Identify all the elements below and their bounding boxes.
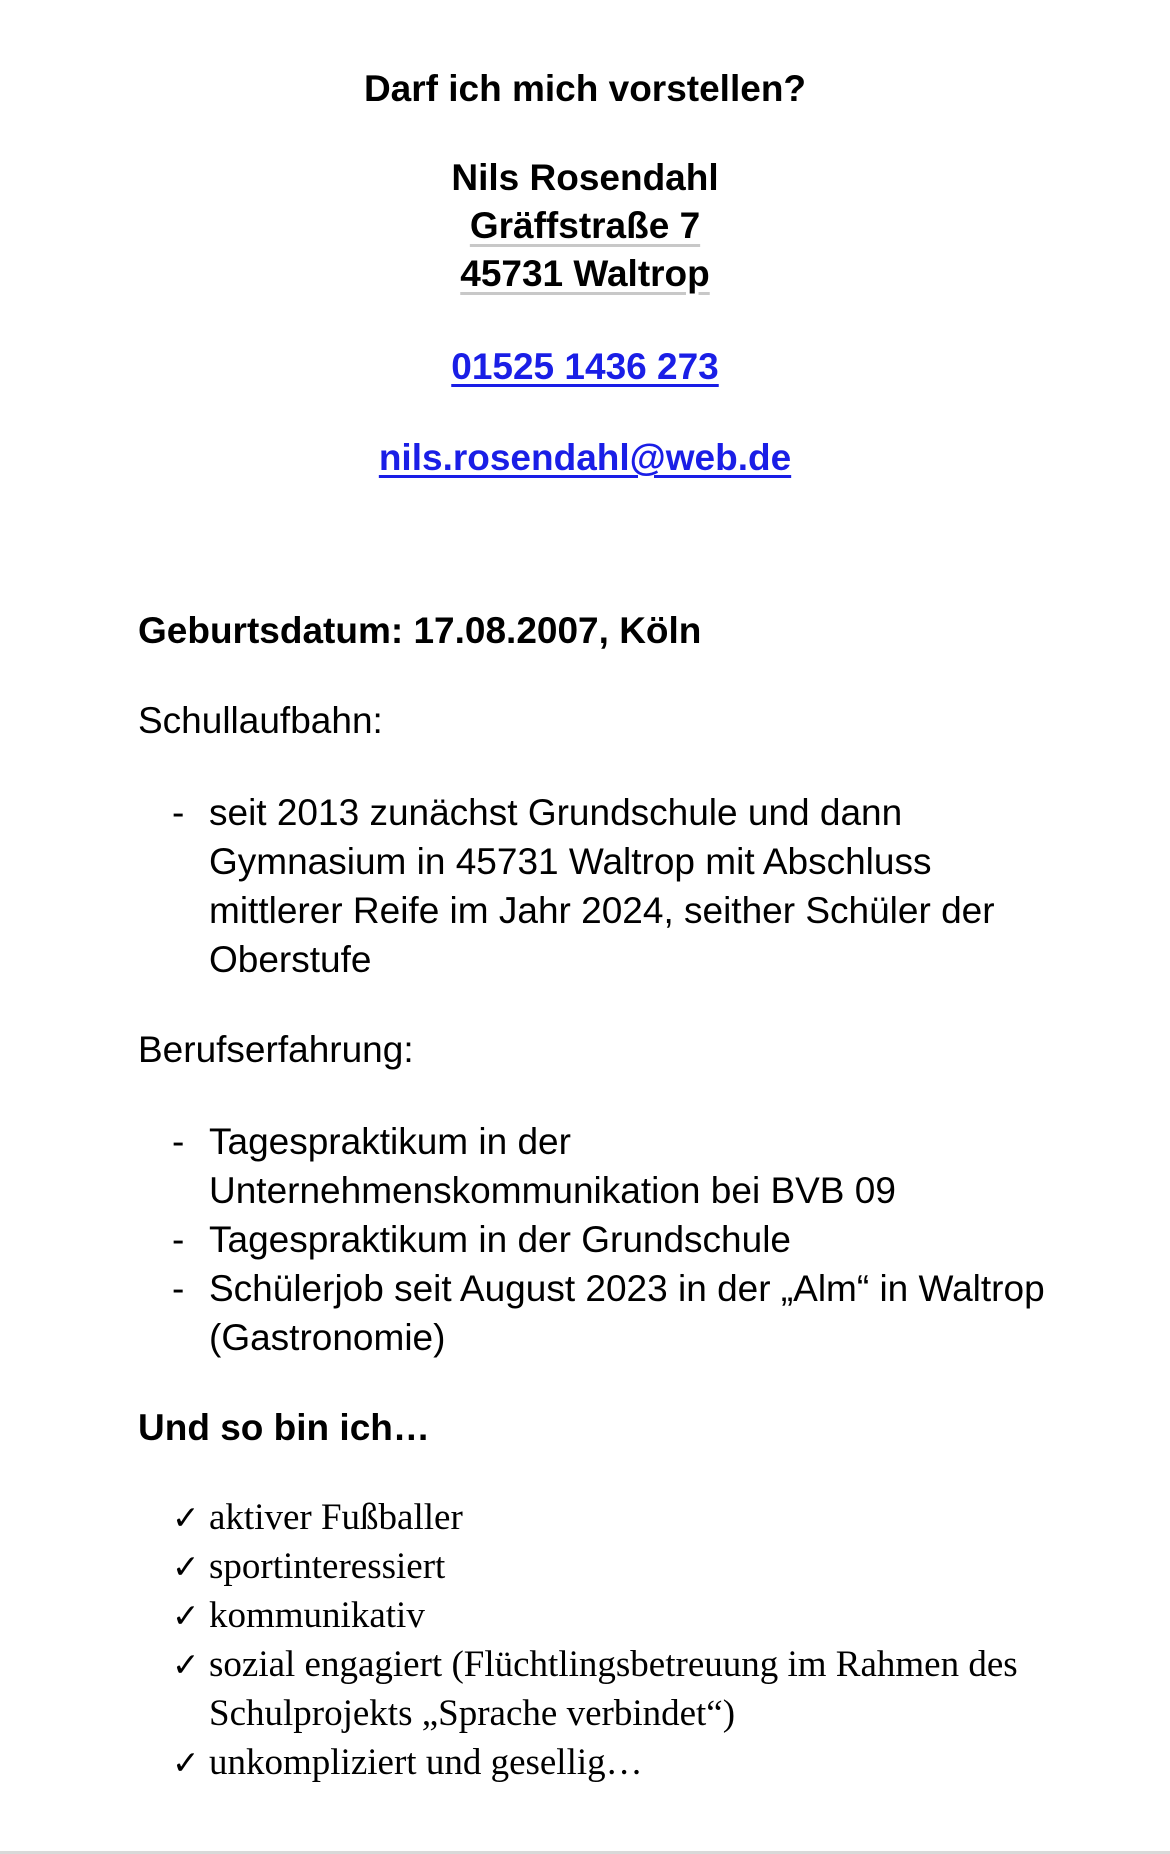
list-item-text: Schülerjob seit August 2023 in der „Alm“ in Waltrop (Gastronomie)	[209, 1268, 1045, 1358]
list-item-text: unkompliziert und gesellig…	[209, 1742, 643, 1783]
phone-link[interactable]: 01525 1436 273	[451, 346, 719, 387]
schullaufbahn-list	[172, 788, 1072, 984]
traits-list	[172, 1493, 1072, 1787]
list-item	[172, 788, 1072, 984]
list-item	[172, 1215, 1072, 1264]
list-item	[172, 1117, 1072, 1215]
checkmark-icon: ✓	[172, 1645, 200, 1684]
city-line	[0, 250, 1170, 298]
section-heading-berufserfahrung: Berufserfahrung:	[138, 1029, 414, 1070]
list-item-text: sportinteressiert	[209, 1546, 446, 1587]
list-item-text: seit 2013 zunächst Grundschule und dann Gymnasium in 45731 Waltrop mit Abschluss mittlerer Reife im Jahr 2024, seither Schüler der Oberstufe	[209, 792, 995, 980]
berufserfahrung-list	[172, 1117, 1072, 1362]
checkmark-icon: ✓	[172, 1596, 200, 1635]
list-item	[172, 1591, 1072, 1640]
list-item-text: Tagespraktikum in der Grundschule	[209, 1219, 792, 1260]
checkmark-icon: ✓	[172, 1547, 200, 1586]
page-title: Darf ich mich vorstellen?	[363, 68, 807, 109]
checkmark-icon: ✓	[172, 1498, 200, 1537]
list-item	[172, 1493, 1072, 1542]
list-item	[172, 1738, 1072, 1787]
list-item-text: aktiver Fußballer	[209, 1497, 463, 1538]
email-line	[0, 433, 1170, 483]
dash-bullet-icon: -	[172, 1268, 185, 1309]
email-link[interactable]: nils.rosendahl@web.de	[378, 437, 792, 478]
street-line	[0, 202, 1170, 250]
dash-bullet-icon: -	[172, 1121, 185, 1162]
birth-info: Geburtsdatum: 17.08.2007, Köln	[138, 610, 702, 651]
checkmark-icon: ✓	[172, 1743, 200, 1782]
list-item-text: Tagespraktikum in der Unternehmenskommunikation bei BVB 09	[209, 1121, 896, 1211]
applicant-name: Nils Rosendahl	[451, 157, 719, 198]
dash-bullet-icon: -	[172, 1219, 185, 1260]
list-item	[172, 1264, 1072, 1362]
list-item	[172, 1640, 1072, 1738]
street-text: Gräffstraße 7	[469, 205, 701, 246]
dash-bullet-icon: -	[172, 792, 185, 833]
phone-line	[0, 342, 1170, 392]
section-heading-und-so-bin-ich: Und so bin ich…	[138, 1407, 430, 1448]
list-item-text: sozial engagiert (Flüchtlingsbetreuung im Rahmen des Schulprojekts „Sprache verbindet“)	[209, 1644, 1018, 1734]
address-block	[0, 154, 1170, 298]
list-item	[172, 1542, 1072, 1591]
list-item-text: kommunikativ	[209, 1595, 425, 1636]
city-text: 45731 Waltrop	[460, 253, 710, 294]
section-heading-schullaufbahn: Schullaufbahn:	[138, 700, 383, 741]
